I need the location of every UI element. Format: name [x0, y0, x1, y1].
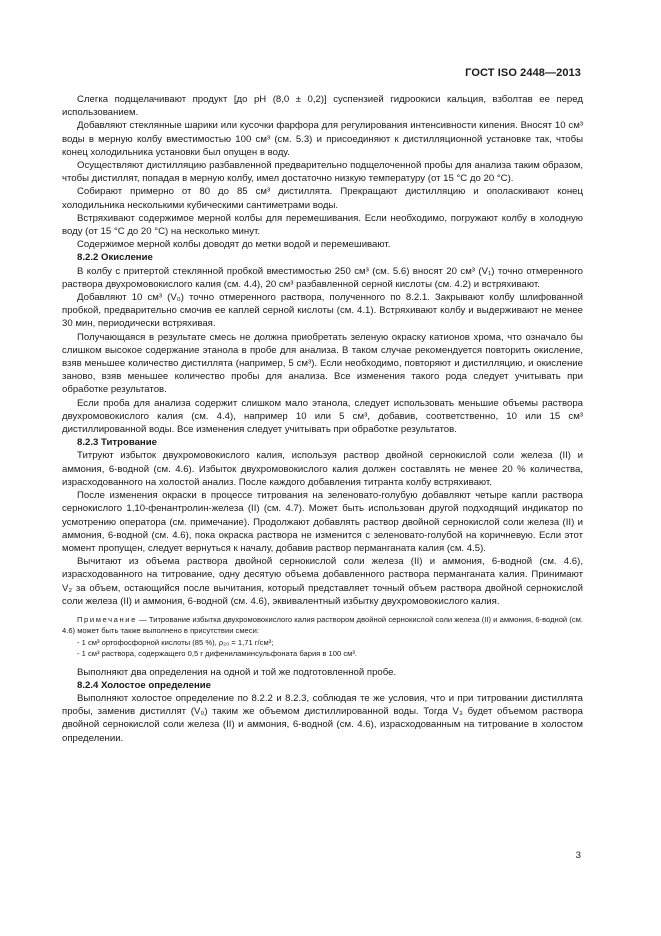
- paragraph: Встряхивают содержимое мерной колбы для перемешивания. Если необходимо, погружают колбу в холодную воду (от 15 °С до 20 °С) на несколько минут.: [62, 212, 583, 238]
- paragraph: Добавляют стеклянные шарики или кусочки фарфора для регулирования интенсивности кипения. Вносят 10 см³ воды в мерную колбу вместимостью 100 см³ (см. 5.3) и присоединяют к дистилляционной установке так, чтобы конец холодильника установки был опущен в воду.: [62, 120, 583, 158]
- paragraph: Если проба для анализа содержит слишком мало этанола, следует использовать меньшие объемы раствора двухромовокислого калия (см. 4.4), например 10 или 5 см³, добавив, соответственно, 10 или 15 см³ дистиллированной воды. Все изменения следует учитывать при обработке результатов.: [62, 397, 583, 436]
- paragraph: Выполняют холостое определение по 8.2.2 и 8.2.3, соблюдая те же условия, что и при титровании дистиллята пробы, заменив дистиллят (V₀) таким же объемом дистиллированной воды. Тогда V₃ будет объемом раствора двойной сернокислой соли железа (II) и аммония, 6-водной (см. 4.6), израсходованным на титрование в холостом определении.: [62, 692, 583, 744]
- paragraph: Содержимое мерной колбы доводят до метки водой и перемешивают.: [77, 239, 391, 251]
- note-text: [62, 614, 583, 637]
- note-label: Примечание: [77, 614, 137, 624]
- paragraph: Осуществляют дистилляцию разбавленной предварительно подщелоченной пробы для анализа таким образом, чтобы дистиллят, попадая в мерную колбу, имел достаточно низкую температуру (от 15 °С до 20 °С).: [62, 160, 583, 185]
- section-heading: 8.2.2 Окисление: [77, 252, 153, 264]
- note-item: - 1 см³ ортофосфорной кислоты (85 %), ρ₂₀ = 1,71 г/см³;: [77, 637, 274, 647]
- document-header: ГОСТ ISO 2448—2013: [465, 67, 581, 79]
- paragraph: Слегка подщелачивают продукт [до pH (8,0 ± 0,2)] суспензией гидроокиси кальция, взболтав ее перед использованием.: [62, 94, 583, 119]
- paragraph: Выполняют два определения на одной и той же подготовленной пробе.: [77, 666, 397, 678]
- section-heading: 8.2.4 Холостое определение: [77, 679, 211, 691]
- paragraph: Титруют избыток двухромовокислого калия, используя раствор двойной сернокислой соли железа (II) и аммония, 6-водной (см. 4.6). Избыток двухромовокислого калия должен составлять не менее 20 % количества, израсходованного на холостой анализ. После каждого добавления титранта колбу встряхивают.: [62, 450, 583, 488]
- paragraph: Вычитают из объема раствора двойной сернокислой соли железа (II) и аммония, 6-водной (см. 4.6), израсходованного на титрование, одну десятую объема добавленного раствора перманганата калия. Принимают V₂ за объем, остающийся после вычитания, который представляет точный объем раствора двойной сернокислой соли железа (II) и аммония, 6-водной (см. 4.6), эквивалентный избытку двухромовокислого калия.: [62, 556, 583, 607]
- paragraph: Добавляют 10 см³ (V₀) точно отмеренного раствора, полученного по 8.2.1. Закрывают колбу шлифованной пробкой, предварительно смочив ее каплей серной кислоты (см. 4.1). Встряхивают колбу и выдерживают не менее 30 мин, периодически встряхивая.: [62, 292, 583, 330]
- paragraph: После изменения окраски в процессе титрования на зеленовато-голубую добавляют четыре капли раствора сернокислого 1,10-фенантролин-железа (II) (см. 4.7). Может быть использован другой подходящий индикатор по усмотрению оператора (см. примечание). Продолжают добавлять раствор двойной сернокислой соли железа (II) и аммония, 6-водной (см. 4.6), пока окраска раствора не изменится с зеленовато-голубой на коричневую. Если этот момент пропущен, следует вернуться к началу, добавив раствор перманганата калия (см. 4.5).: [62, 490, 583, 554]
- paragraph: Получающаяся в результате смесь не должна приобретать зеленую окраску катионов хрома, что означало бы слишком высокое содержание этанола в пробе для анализа. В таком случае рекомендуется повторить окисление, взяв меньшее количество дистиллята (например, 5 см³). Если необходимо, повторяют и дистилляцию, и окисление заново, взяв меньшее количество пробы для анализа. Все изменения такого рода следует учитывать при обработке результатов.: [62, 331, 583, 396]
- paragraph: Собирают примерно от 80 до 85 см³ дистиллята. Прекращают дистилляцию и ополаскивают конец холодильника несколькими кубическими сантиметрами воды.: [62, 186, 583, 211]
- note-item: - 1 см³ раствора, содержащего 0,5 г дифениламинсульфоната бария в 100 см³.: [77, 649, 357, 659]
- section-heading: 8.2.3 Титрование: [77, 437, 157, 449]
- document-body: [62, 93, 583, 745]
- note-block: [62, 614, 583, 660]
- note-body: — Титрование избытка двухромовокислого калия раствором двойной сернокислой соли железа (II) и аммония, 6-водной (см. 4.6) может быть также выполнено в присутствии смеси:: [62, 614, 583, 636]
- paragraph: В колбу с притертой стеклянной пробкой вместимостью 250 см³ (см. 5.6) вносят 20 см³ (V₁) точно отмеренного раствора двухромовокислого калия (см. 4.4), 20 см³ разбавленной серной кислоты (см. 4.2) и встряхивают.: [62, 265, 583, 290]
- page-number: 3: [575, 850, 581, 861]
